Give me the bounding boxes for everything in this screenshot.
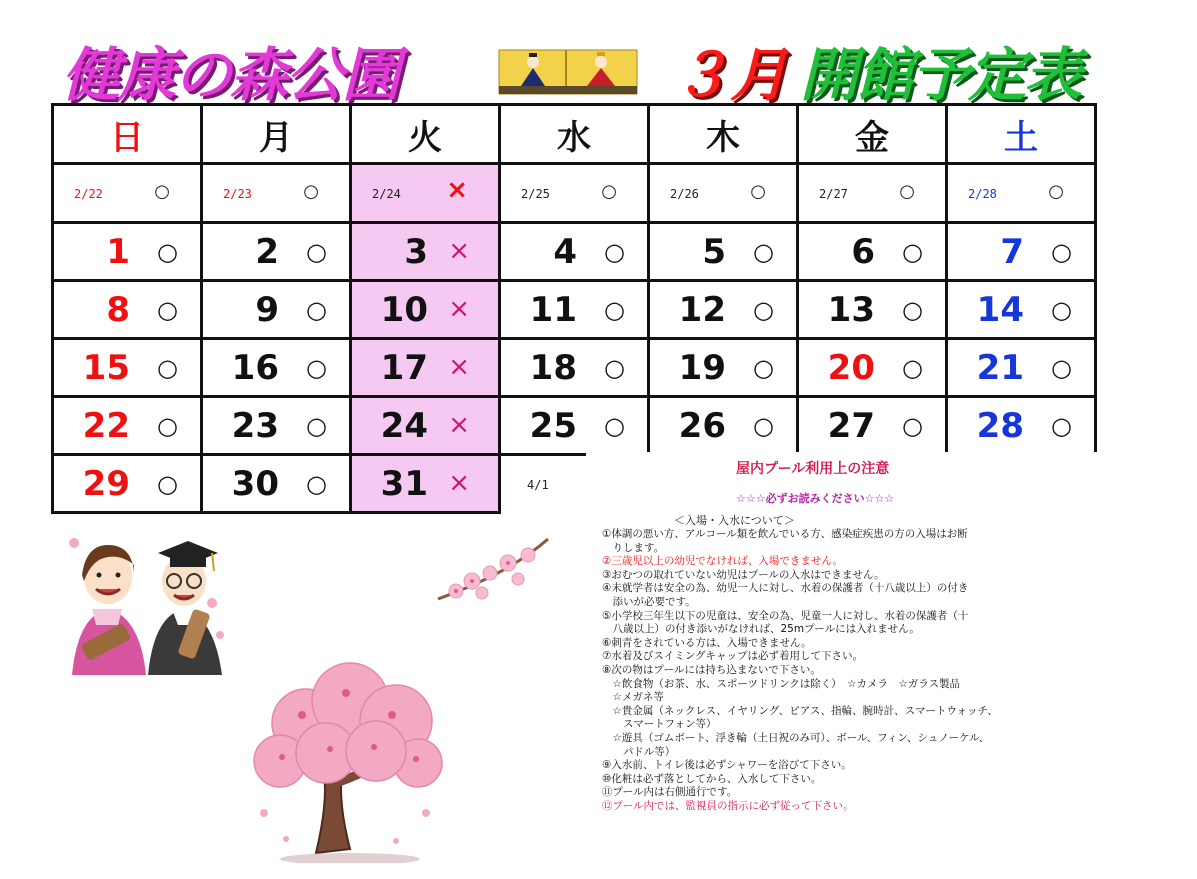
status-mark: × (448, 294, 470, 324)
status-mark: ○ (1051, 238, 1072, 266)
day-number: 12 (678, 290, 726, 330)
status-mark: ○ (157, 296, 178, 324)
day-number: 30 (231, 464, 279, 504)
status-mark: ○ (601, 181, 617, 202)
status-mark: × (448, 352, 470, 382)
list-item: ☆遊具（ゴムボート、浮き輪（土日祝のみ可）、ボール、フィン、シュノーケル、 パドル等） (612, 731, 990, 758)
list-item: ⑩化粧は必ず落としてから、入水して下さい。 (602, 772, 822, 785)
day-number: 31 (380, 464, 428, 504)
title-month: ３月 (672, 41, 789, 109)
day-number: 19 (678, 348, 726, 388)
day-number: 27 (827, 406, 875, 446)
day-date: 2/26 (670, 187, 699, 201)
day-number: 8 (106, 290, 130, 330)
status-mark: ○ (753, 296, 774, 324)
list-item: ⑤小学校三年生以下の児童は、安全の為、児童一人に対し、水着の保護者（十 八歳以上）の付き添いがなければ、25mプールには入れません。 (602, 609, 969, 636)
day-cell (798, 339, 947, 397)
day-number: 22 (82, 406, 130, 446)
day-date: 2/27 (819, 187, 848, 201)
status-mark: ○ (154, 181, 170, 202)
day-number: 21 (976, 348, 1024, 388)
day-cell (798, 164, 947, 223)
weekday-wed: 水 (500, 105, 649, 164)
week-row (53, 397, 1096, 455)
day-cell (53, 455, 202, 513)
title-park: 健康の森公園 (62, 41, 399, 109)
notice-title: 屋内プール利用上の注意 (736, 461, 890, 477)
status-mark: × (448, 236, 470, 266)
list-item: ②三歳児以上の幼児でなければ、入場できません。 (602, 555, 844, 568)
day-cell (202, 223, 351, 281)
status-mark: ○ (1048, 181, 1064, 202)
day-cell (202, 281, 351, 339)
notice-subtitle: ☆☆☆必ずお読みください☆☆☆ (736, 492, 895, 505)
day-date: 2/24 (372, 187, 401, 201)
status-mark: ○ (306, 412, 327, 440)
list-item: ☆貴金属（ネックレス、イヤリング、ピアス、指輪、腕時計、スマートウォッチ、 スマートフォン等） (612, 704, 998, 731)
day-cell (500, 397, 649, 455)
day-cell (947, 339, 1096, 397)
status-mark: ○ (604, 354, 625, 382)
day-number: 18 (529, 348, 577, 388)
day-cell (649, 164, 798, 223)
day-cell (947, 281, 1096, 339)
status-mark: ○ (306, 296, 327, 324)
day-cell (351, 339, 500, 397)
status-mark: ○ (1051, 296, 1072, 324)
day-cell (351, 281, 500, 339)
weekday-mon: 月 (202, 105, 351, 164)
day-cell (351, 455, 500, 513)
weekday-tue: 火 (351, 105, 500, 164)
day-number: 4 (553, 232, 577, 272)
day-cell (500, 223, 649, 281)
list-item: ☆飲食物（お茶、水、スポーツドリンクは除く） ☆カメラ ☆ガラス製品 ☆メガネ等 (612, 677, 961, 704)
day-number: 6 (851, 232, 875, 272)
status-mark: ○ (157, 238, 178, 266)
day-cell (500, 281, 649, 339)
day-cell (202, 339, 351, 397)
day-cell (53, 281, 202, 339)
status-mark: ○ (902, 412, 923, 440)
day-cell (351, 397, 500, 455)
status-mark: ○ (303, 181, 319, 202)
status-mark: ○ (604, 412, 625, 440)
day-number: 5 (702, 232, 726, 272)
week-row (53, 223, 1096, 281)
day-cell (947, 164, 1096, 223)
day-cell (798, 281, 947, 339)
week-row (53, 281, 1096, 339)
day-number: 13 (827, 290, 875, 330)
day-number: 17 (380, 348, 428, 388)
day-cell (53, 339, 202, 397)
cherry-tree-illustration (246, 653, 446, 863)
status-mark: ○ (306, 354, 327, 382)
list-item: ①体調の悪い方、アルコール類を飲んでいる方、感染症疾患の方の入場はお断 りします。 (602, 528, 968, 554)
day-cell (798, 223, 947, 281)
day-number: 15 (82, 348, 130, 388)
status-mark: ○ (899, 181, 915, 202)
status-mark: ○ (753, 238, 774, 266)
day-cell (53, 223, 202, 281)
list-item: ③おむつの取れていない幼児はプールの入水はできません。 (602, 568, 885, 581)
hina-doll-icon (493, 42, 643, 102)
day-cell (947, 223, 1096, 281)
status-mark: ○ (1051, 354, 1072, 382)
status-mark: ○ (306, 238, 327, 266)
status-mark: ○ (306, 470, 327, 498)
day-number: 28 (976, 406, 1024, 446)
status-mark: ○ (1051, 412, 1072, 440)
weekday-thu: 木 (649, 105, 798, 164)
day-cell (500, 164, 649, 223)
status-mark: ○ (750, 181, 766, 202)
status-mark: × (448, 468, 470, 498)
day-date: 2/28 (968, 187, 997, 201)
day-cell (351, 164, 500, 223)
day-cell (351, 223, 500, 281)
page-title (0, 20, 1197, 110)
status-mark: × (446, 175, 468, 205)
day-cell (202, 455, 351, 513)
day-cell (947, 397, 1096, 455)
prev-month-row (53, 164, 1096, 223)
list-item: ⑫プール内では、監視員の指示に必ず従って下さい。 (602, 799, 854, 812)
list-item: ⑧次の物はプールには持ち込まないで下さい。 (602, 663, 821, 676)
day-date: 4/1 (527, 478, 549, 492)
list-item: ⑦水着及びスイミングキャップは必ず着用して下さい。 (602, 650, 863, 663)
graduates-illustration (62, 525, 232, 685)
status-mark: ○ (157, 470, 178, 498)
day-number: 3 (404, 232, 428, 272)
day-cell (202, 164, 351, 223)
day-cell (500, 339, 649, 397)
weekday-header (53, 105, 1096, 164)
day-cell (649, 223, 798, 281)
status-mark: ○ (753, 354, 774, 382)
day-number: 25 (529, 406, 577, 446)
day-date: 2/22 (74, 187, 103, 201)
week-row (53, 339, 1096, 397)
list-item: ⑥刺青をされている方は、入場できません。 (602, 636, 812, 649)
day-date: 2/25 (521, 187, 550, 201)
status-mark: × (448, 410, 470, 440)
pool-notice (586, 452, 1106, 872)
day-date: 2/23 (223, 187, 252, 201)
status-mark: ○ (902, 238, 923, 266)
day-cell (649, 339, 798, 397)
day-number: 14 (976, 290, 1024, 330)
day-cell (53, 164, 202, 223)
day-number: 24 (380, 406, 428, 446)
status-mark: ○ (157, 412, 178, 440)
day-cell (649, 397, 798, 455)
day-number: 16 (231, 348, 279, 388)
day-number: 29 (82, 464, 130, 504)
list-item: ④未就学者は安全の為、幼児一人に対し、水着の保護者（十八歳以上）の付き 添いが必要です。 (602, 582, 969, 608)
day-cell (798, 397, 947, 455)
list-item: ⑪プール内は右側通行です。 (602, 786, 738, 799)
day-number: 2 (255, 232, 279, 272)
day-number: 11 (529, 290, 577, 330)
status-mark: ○ (902, 354, 923, 382)
day-cell (53, 397, 202, 455)
list-item: ⑨入水前、トイレ後は必ずシャワーを浴びて下さい。 (602, 759, 852, 772)
notice-list (602, 528, 1098, 813)
status-mark: ○ (604, 296, 625, 324)
weekday-fri: 金 (798, 105, 947, 164)
weekday-sun: 日 (53, 105, 202, 164)
day-number: 10 (380, 290, 428, 330)
notice-section: ＜入場・入水について＞ (674, 514, 795, 527)
day-number: 7 (1000, 232, 1024, 272)
status-mark: ○ (604, 238, 625, 266)
title-schedule: 開館予定表 (800, 41, 1081, 109)
status-mark: ○ (753, 412, 774, 440)
status-mark: ○ (902, 296, 923, 324)
day-number: 23 (231, 406, 279, 446)
day-cell (649, 281, 798, 339)
calendar (51, 103, 1073, 511)
weekday-sat: 土 (947, 105, 1096, 164)
cherry-blossom-branch-icon (432, 533, 554, 608)
status-mark: ○ (157, 354, 178, 382)
day-number: 26 (678, 406, 726, 446)
day-number: 20 (827, 348, 875, 388)
day-cell (202, 397, 351, 455)
day-number: 1 (106, 232, 130, 272)
day-number: 9 (255, 290, 279, 330)
